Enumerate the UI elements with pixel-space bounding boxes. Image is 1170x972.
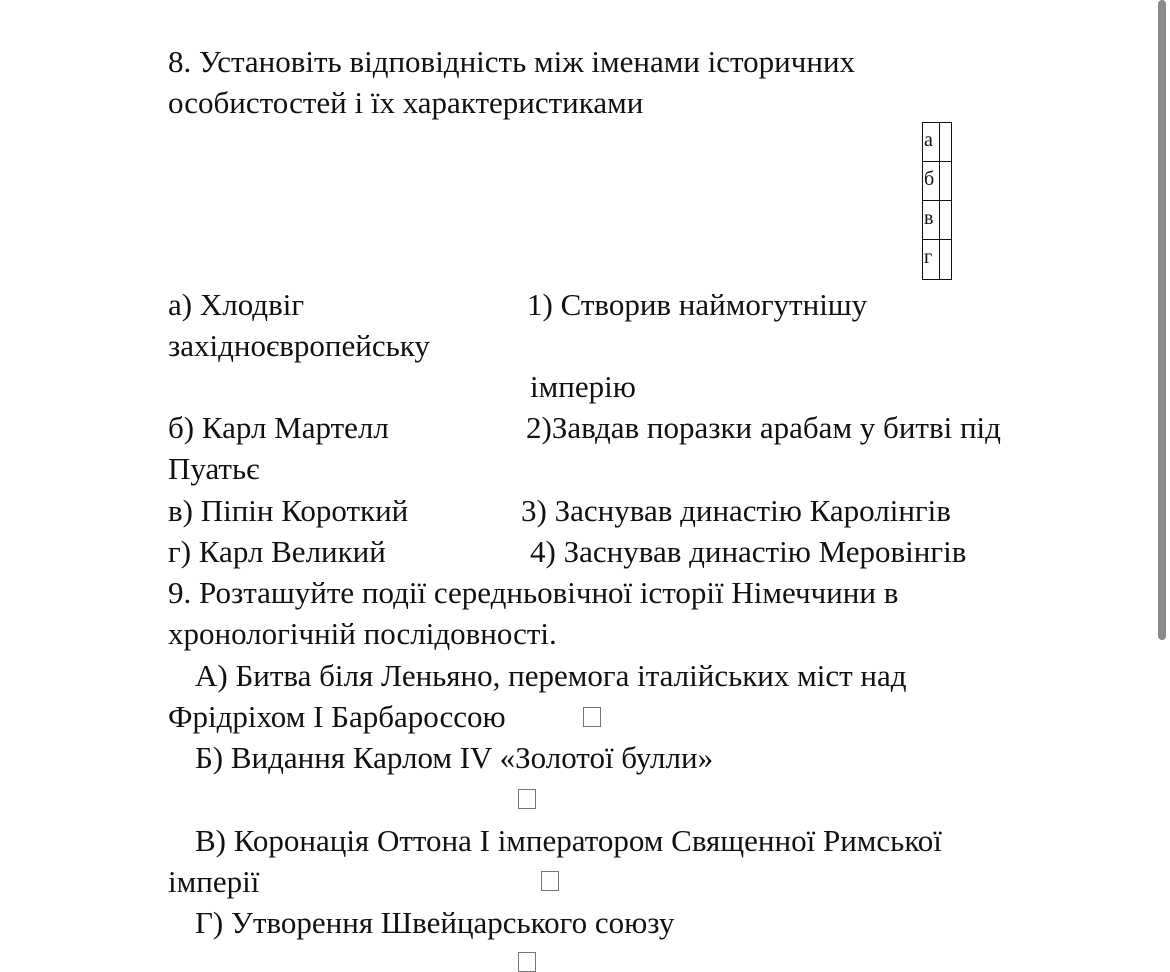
q8-right-1-part2: імперію <box>530 369 636 404</box>
q8-left-a: а) Хлодвіг <box>168 287 305 322</box>
answer-grid-cell[interactable] <box>940 201 951 239</box>
answer-grid-cell[interactable] <box>940 162 951 200</box>
answer-grid-letter: а <box>923 123 940 161</box>
q9-title-line-1: 9. Розташуйте події середньовічної історії Німеччини в <box>168 575 899 610</box>
q9-item-g-line-1: Г) Утворення Швейцарського союзу <box>195 905 675 940</box>
q9-item-b-line-1: Б) Видання Карлом IV «Золотої булли» <box>195 740 714 775</box>
q9-item-v-answer-box[interactable] <box>541 871 559 891</box>
answer-grid-row <box>923 201 951 240</box>
q9-item-g-answer-box[interactable] <box>518 952 536 972</box>
q9-title-line-2: хронологічній послідовності. <box>168 616 557 651</box>
answer-grid-cell[interactable] <box>940 240 951 279</box>
q8-answer-grid <box>922 122 952 280</box>
q9-item-v-line-2: імперії <box>168 864 260 899</box>
answer-grid-letter: б <box>923 162 940 200</box>
q9-item-a-line-2: Фрідріхом І Барбароссою <box>168 699 506 734</box>
q9-item-a-line-1: А) Битва біля Леньяно, перемога італійських міст над <box>195 658 907 693</box>
q8-left-v: в) Піпін Короткий <box>168 493 409 528</box>
q9-item-a-answer-box[interactable] <box>583 707 601 727</box>
q8-right-3: 3) Заснував династію Каролінгів <box>521 493 951 528</box>
vertical-scrollbar[interactable] <box>1158 0 1166 640</box>
q8-right-1-part1: 1) Створив наймогутнішу <box>527 287 868 322</box>
q8-right-1-cont: західноєвропейську <box>168 328 430 363</box>
answer-grid-letter: в <box>923 201 940 239</box>
q8-left-b: б) Карл Мартелл <box>168 410 389 445</box>
q9-item-b-answer-box[interactable] <box>518 789 536 809</box>
answer-grid-letter: г <box>923 240 940 279</box>
q8-left-g: г) Карл Великий <box>168 534 386 569</box>
q9-item-v-line-1: В) Коронація Оттона І імператором Священної Римської <box>195 823 942 858</box>
answer-grid-cell[interactable] <box>940 123 951 161</box>
answer-grid-row <box>923 123 951 162</box>
answer-grid-row <box>923 240 951 279</box>
q8-right-4: 4) Заснував династію Меровінгів <box>530 534 967 569</box>
answer-grid-row <box>923 162 951 201</box>
q8-title-line-1: 8. Установіть відповідність між іменами історичних <box>168 44 856 79</box>
q8-right-2-part1: 2)Завдав поразки арабам у битві під <box>526 410 1001 445</box>
q8-title-line-2: особистостей і їх характеристиками <box>168 85 644 120</box>
q8-right-2-part2: Пуатьє <box>168 451 260 486</box>
